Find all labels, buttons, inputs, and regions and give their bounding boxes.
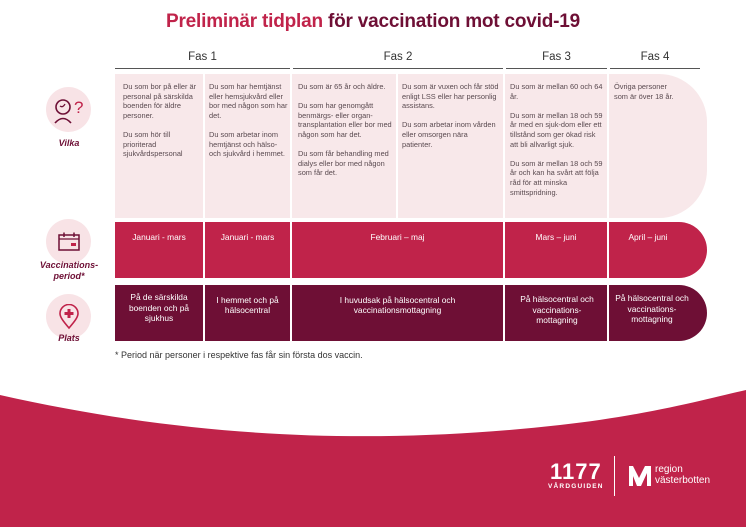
- footer-wave: [0, 380, 746, 527]
- divider: [503, 285, 505, 341]
- place-fas1b: I hemmet och på hälsocentral: [216, 294, 279, 315]
- place-fas4: På hälsocentral och vaccinations-mottagning: [615, 293, 689, 325]
- who-cell-fas2b: [402, 82, 500, 159]
- who-cell-fas3: [510, 82, 604, 207]
- footnote-text: Period när personer i respektive fas får sin första dos vaccin.: [121, 350, 363, 360]
- period-fas2: Februari – maj: [370, 231, 425, 242]
- period-fas1b: Januari - mars: [220, 231, 275, 242]
- who-text: Du som hör till prioriterad sjukvårdspersonal: [123, 129, 183, 159]
- divider: [290, 74, 292, 218]
- footnote-marker: *: [115, 350, 119, 360]
- divider: [503, 74, 505, 218]
- row-label-who: Vilka: [58, 138, 80, 148]
- page-title: [0, 11, 746, 33]
- who-cell-fas1a: [123, 82, 201, 168]
- who-cell-fas2a: [298, 82, 393, 188]
- who-text: Du som har hemtjänst eller hemsjukvård eller bor med någon som har det.: [209, 82, 288, 120]
- region-mark-icon: [629, 466, 651, 486]
- place-fas1a: På de särskilda boenden och på sjukhus: [128, 292, 190, 324]
- who-text: Du som arbetar inom hemtjänst och hälso- och sjukvård i hemmet.: [209, 129, 285, 159]
- calendar-icon: [46, 219, 91, 264]
- place-fas2: I huvudsak på hälsocentral och vaccinationsmottagning: [339, 294, 456, 315]
- vardguiden-logo: [548, 461, 604, 490]
- divider: [203, 74, 205, 218]
- who-text: Du som är vuxen och får stöd enligt LSS eller har personlig assistans.: [402, 82, 499, 111]
- period-fas1a: Januari - mars: [132, 231, 186, 242]
- who-text: Du som bor på eller är personal på särskilda boenden för äldre personer.: [123, 82, 197, 120]
- who-cell-fas4: [614, 82, 682, 111]
- region-line-2: västerbotten: [655, 474, 711, 486]
- who-text: Du som är mellan 60 och 64 år.: [510, 82, 603, 101]
- vardguiden-number: 1177: [549, 459, 602, 484]
- period-fas4: April – juni: [628, 231, 668, 242]
- who-text: Övriga personer som är över 18 år.: [614, 82, 674, 101]
- period-fas3: Mars – juni: [535, 231, 577, 242]
- place-fas3: På hälsocentral och vaccinations-mottagning: [520, 294, 594, 326]
- who-text: Du som är mellan 18 och 59 år med en sjuk-dom eller ett tillstånd som ger ökad risk att bli allvarligt sjuk.: [510, 110, 603, 149]
- person-question-icon: [46, 87, 91, 132]
- phase-header-4: Fas 4: [610, 49, 700, 69]
- divider: [607, 74, 609, 218]
- phase-header-1: Fas 1: [115, 49, 290, 69]
- divider: [396, 74, 398, 218]
- row-label-period: Vaccinations- period*: [39, 260, 99, 281]
- divider: [290, 285, 292, 341]
- who-text: Du som är 65 år och äldre.: [298, 82, 386, 91]
- row-label-place: Plats: [58, 333, 80, 343]
- vardguiden-name: VÅRDGUIDEN: [548, 483, 604, 490]
- who-text: Du som arbetar inom vården eller omsorgen nära patienter.: [402, 120, 496, 149]
- title-part-2: för vaccination mot covid-19: [327, 11, 580, 32]
- title-part-1: Preliminär tidplan: [166, 11, 323, 32]
- who-text: Du som får behandling med dialys eller bor med någon som får det.: [298, 149, 389, 178]
- region-line-1: region: [655, 464, 683, 475]
- who-cell-fas1b: [209, 82, 289, 168]
- region-vasterbotten-logo: [629, 465, 710, 486]
- phase-header-2: Fas 2: [293, 49, 503, 69]
- phase-header-3: Fas 3: [506, 49, 607, 69]
- divider: [203, 285, 205, 341]
- footnote: [115, 350, 363, 360]
- svg-text:?: ?: [73, 97, 83, 117]
- divider: [607, 285, 609, 341]
- who-text: Du som har genomgått benmärgs- eller organ-transplantation eller bor med någon som har det.: [298, 101, 392, 139]
- logo-divider: [614, 456, 615, 496]
- who-text: Du som är mellan 18 och 59 år och kan ha svårt att följa råd för att minska smittspridning.: [510, 158, 603, 197]
